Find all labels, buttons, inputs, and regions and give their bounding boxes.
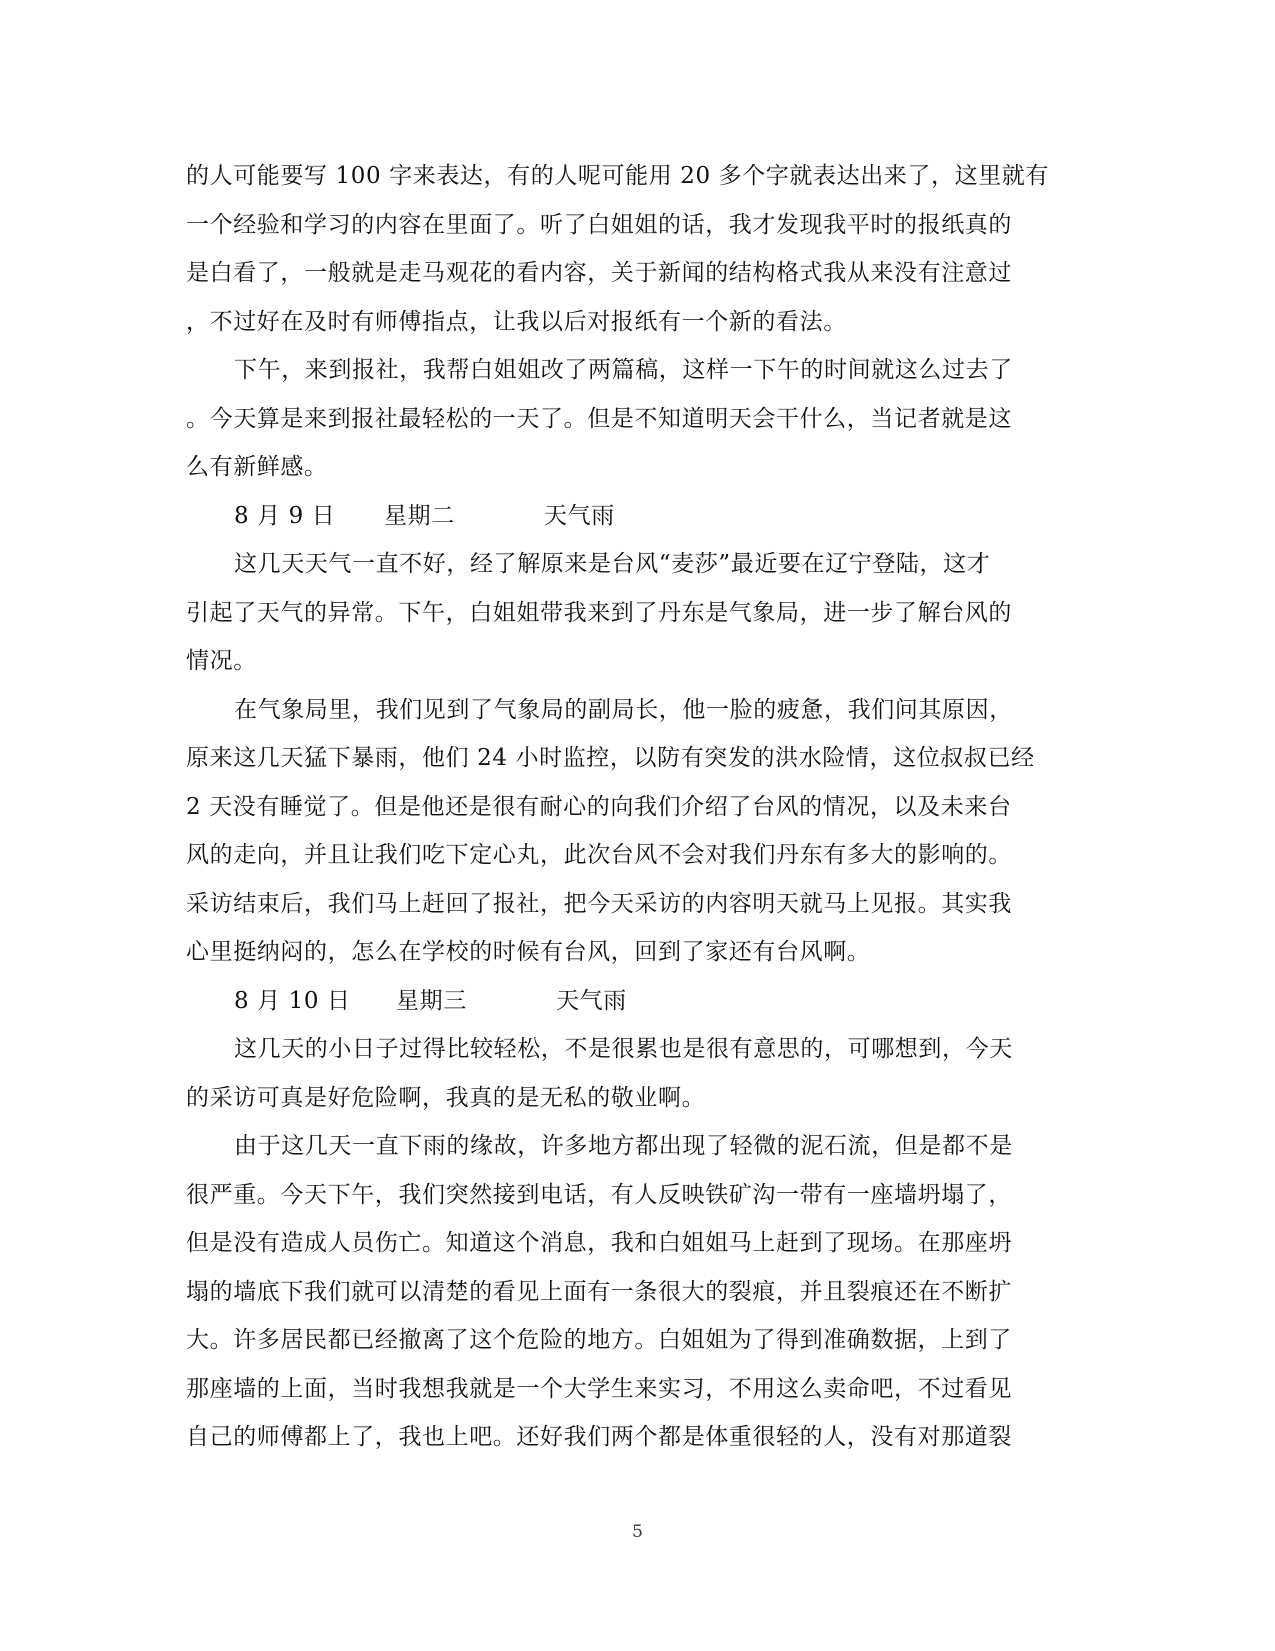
paragraphs-aug9 bbox=[186, 540, 1086, 977]
text-line: 在气象局里，我们见到了气象局的副局长，他一脸的疲惫，我们问其原因， bbox=[234, 696, 1013, 723]
text-line: 这几天的小日子过得比较轻松，不是很累也是很有意思的，可哪想到，今天 bbox=[234, 1036, 1013, 1062]
text-line: 是白看了，一般就是走马观花的看内容，关于新闻的结构格式我从来没有注意过 bbox=[186, 260, 1012, 286]
entry-date: 8 月 9 日 bbox=[234, 502, 336, 529]
text-line: 塌的墙底下我们就可以清楚的看见上面有一条很大的裂痕，并且裂痕还在不断扩 bbox=[186, 1278, 1012, 1305]
body-text bbox=[186, 152, 1086, 1462]
text-line: 采访结束后，我们马上赶回了报社，把今天采访的内容明天就马上见报。其实我 bbox=[186, 890, 1012, 917]
text-line: 下午，来到报社，我帮白姐姐改了两篇稿，这样一下午的时间就这么过去了 bbox=[234, 357, 1013, 383]
entry-date: 8 月 10 日 bbox=[234, 987, 351, 1014]
text-line: 引起了天气的异常。下午，白姐姐带我来到了丹东是气象局，进一步了解台风的 bbox=[186, 599, 1012, 626]
paragraphs-aug10 bbox=[186, 1025, 1086, 1462]
entry-weather: 天气雨 bbox=[544, 502, 615, 529]
paragraphs-aug8 bbox=[186, 152, 1086, 492]
text-line: 那座墙的上面，当时我想我就是一个大学生来实习，不用这么卖命吧，不过看见 bbox=[186, 1375, 1012, 1402]
text-line: 心里挺纳闷的，怎么在学校的时候有台风，回到了家还有台风啊。 bbox=[186, 939, 871, 965]
text-line: 2 天没有睡觉了。但是他还是很有耐心的向我们介绍了台风的情况，以及未来台 bbox=[186, 793, 1012, 820]
text-line: 。今天算是来到报社最轻松的一天了。但是不知道明天会干什么，当记者就是这 bbox=[186, 405, 1012, 432]
text-line: 的采访可真是好危险啊，我真的是无私的敬业啊。 bbox=[186, 1084, 706, 1111]
text-line: 情况。 bbox=[186, 648, 257, 674]
text-line: 风的走向，并且让我们吃下定心丸，此次台风不会对我们丹东有多大的影响的。 bbox=[186, 842, 1012, 868]
text-line: 一个经验和学习的内容在里面了。听了白姐姐的话，我才发现我平时的报纸真的 bbox=[186, 211, 1012, 238]
text-line: 很严重。今天下午，我们突然接到电话，有人反映铁矿沟一带有一座墙坍塌了， bbox=[186, 1181, 1012, 1208]
diary-entry-header-aug10 bbox=[186, 977, 1086, 1026]
text-line: 这几天天气一直不好，经了解原来是台风“麦莎”最近要在辽宁登陆，这才 bbox=[234, 551, 991, 577]
text-line: 原来这几天猛下暴雨，他们 24 小时监控，以防有突发的洪水险情，这位叔叔已经 bbox=[186, 745, 1035, 771]
text-line: 但是没有造成人员伤亡。知道这个消息，我和白姐姐马上赶到了现场。在那座坍 bbox=[186, 1230, 1012, 1256]
text-line: 的人可能要写 100 字来表达，有的人呢可能用 20 多个字就表达出来了，这里就有 bbox=[186, 163, 1050, 189]
text-line: 由于这几天一直下雨的缘故，许多地方都出现了轻微的泥石流，但是都不是 bbox=[234, 1133, 1013, 1159]
entry-weekday: 星期三 bbox=[396, 987, 467, 1014]
text-line: 大。许多居民都已经撤离了这个危险的地方。白姐姐为了得到准确数据，上到了 bbox=[186, 1327, 1012, 1353]
entry-weekday: 星期二 bbox=[384, 502, 455, 529]
text-line: ，不过好在及时有师傅指点，让我以后对报纸有一个新的看法。 bbox=[186, 308, 847, 335]
page-number: 5 bbox=[632, 1522, 643, 1542]
diary-entry-header-aug9 bbox=[186, 492, 1086, 541]
entry-weather: 天气雨 bbox=[556, 987, 627, 1014]
text-line: 自己的师傅都上了，我也上吧。还好我们两个都是体重很轻的人，没有对那道裂 bbox=[186, 1424, 1012, 1450]
text-line: 么有新鲜感。 bbox=[186, 454, 328, 480]
